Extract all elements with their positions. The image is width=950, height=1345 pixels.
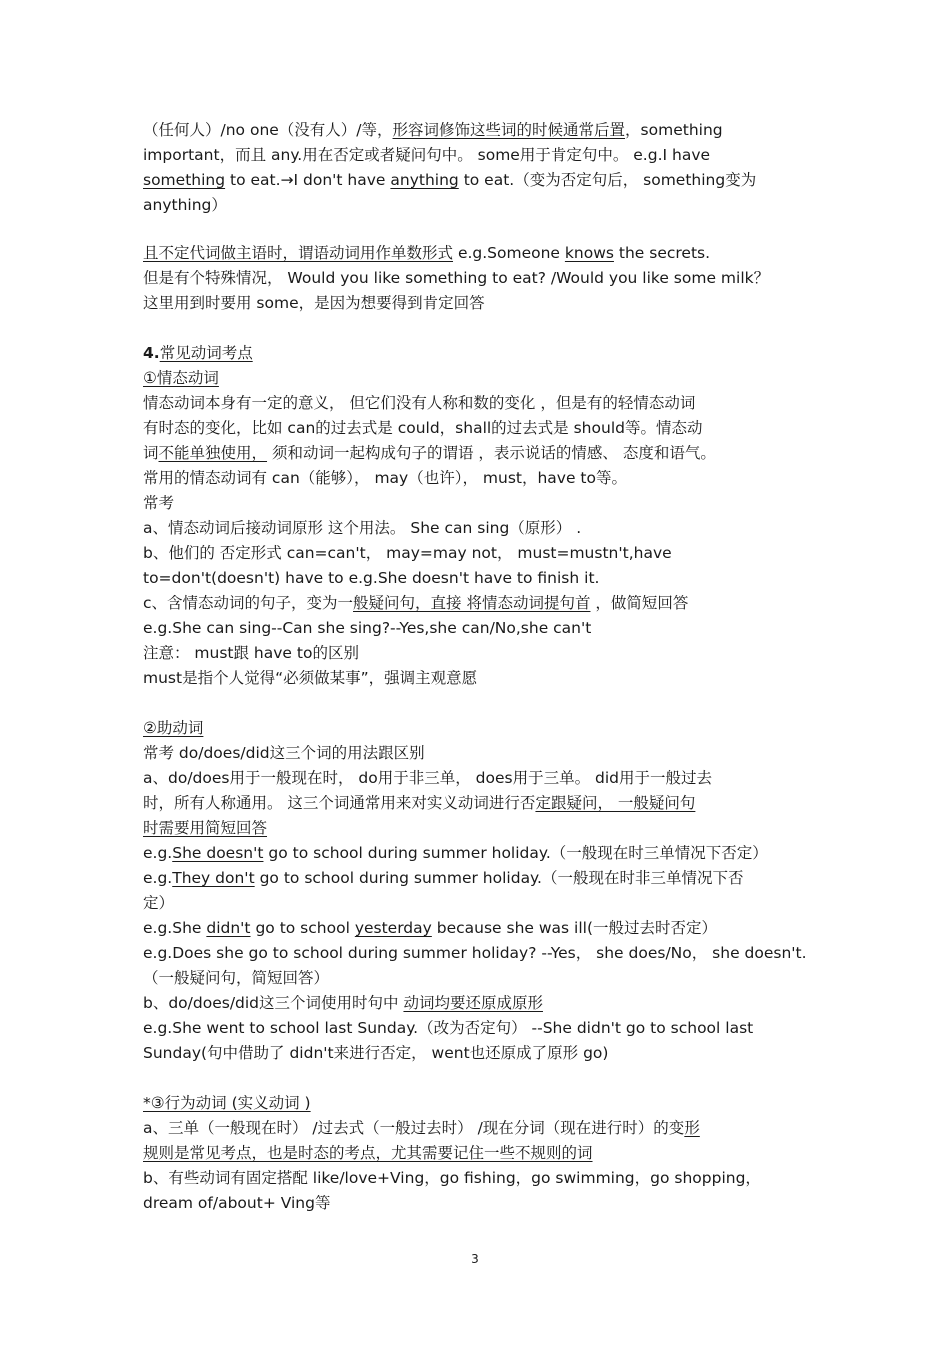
text-segment: c、含情态动词的句子，变为一 — [143, 594, 354, 612]
underlined-text: 动词均要还原成原形 — [403, 994, 543, 1012]
text-segment: 须和动词一起构成句子的谓语 ，表示说话的情感、 态度和语气。 — [267, 444, 716, 462]
text-line — [143, 195, 823, 215]
text-line — [143, 543, 823, 563]
text-line — [143, 145, 823, 165]
text-line — [143, 120, 823, 140]
underlined-text: She doesn't — [172, 844, 264, 862]
underlined-text: 形容词修饰这些词的时候通常后置 — [392, 121, 626, 139]
underlined-text: 形 — [684, 1119, 700, 1137]
text-line — [143, 368, 823, 388]
underlined-text: yesterday — [354, 919, 432, 937]
text-segment: b、他们的 否定形式 can=can't， may=may not， must=mustn't,have — [143, 544, 672, 562]
underlined-text: didn't — [206, 919, 251, 937]
text-segment: e.g.She can sing--Can she sing?--Yes,she can/No,she can't — [143, 619, 592, 637]
text-segment: 词 — [143, 444, 159, 462]
underlined-text: ②助动词 — [143, 719, 204, 737]
underlined-text: 定跟疑问， 一般疑问句 — [535, 794, 696, 812]
underlined-text: something — [143, 171, 226, 189]
text-line — [143, 843, 823, 863]
underlined-text: 常见动词考点 — [159, 344, 253, 362]
text-segment: e.g.Does she go to school during summer holiday? --Yes， she does/No， she doesn't. — [143, 944, 807, 962]
underlined-text: 且不定代词做主语时，谓语动词用作单数形式 — [143, 244, 454, 262]
text-segment: a、do/does用于一般现在时， do用于非三单， does用于三单。 did用于一般过去 — [143, 769, 712, 787]
underlined-text: knows — [564, 244, 614, 262]
text-segment: go to school — [250, 919, 355, 937]
text-line — [143, 768, 823, 788]
text-segment: 但是有个特殊情况， Would you like something to eat? /Would you like some milk？ — [143, 269, 770, 287]
text-line — [143, 793, 823, 813]
text-line — [143, 493, 823, 513]
text-line — [143, 893, 823, 913]
text-segment: 定） — [143, 894, 175, 912]
text-segment: 有时态的变化，比如 can的过去式是 could，shall的过去式是 should等。情态动 — [143, 419, 703, 437]
text-line — [143, 943, 823, 963]
text-segment: e.g.She — [143, 919, 207, 937]
underlined-text: *③行为动词 (实义动词 ) — [143, 1094, 311, 1112]
page-number: 3 — [471, 1252, 479, 1266]
text-line — [143, 268, 823, 288]
text-line — [143, 968, 823, 988]
text-line — [143, 1143, 823, 1163]
text-segment: ，something — [625, 121, 723, 139]
text-line — [143, 170, 823, 190]
text-line — [143, 1118, 823, 1138]
text-line — [143, 668, 823, 688]
text-segment: Sunday(句中借助了 didn't来进行否定， went也还原成了原形 go) — [143, 1044, 609, 1062]
underlined-text: 时需要用简短回答 — [143, 819, 268, 837]
text-line — [143, 1168, 823, 1188]
text-line — [143, 918, 823, 938]
text-segment: to eat.（变为否定句后， something变为 — [458, 171, 757, 189]
text-segment: because she was ill(一般过去时否定） — [431, 919, 718, 937]
text-segment: （任何人）/no one（没有人）/等， — [143, 121, 393, 139]
underlined-text: ①情态动词 — [143, 369, 219, 387]
text-line — [143, 1193, 823, 1213]
text-line — [143, 993, 823, 1013]
text-segment: dream of/about+ Ving等 — [143, 1194, 331, 1212]
text-segment: the secrets. — [613, 244, 711, 262]
text-line — [143, 243, 823, 263]
text-segment: 这里用到时要用 some，是因为想要得到肯定回答 — [143, 294, 485, 312]
text-line — [143, 418, 823, 438]
text-segment: to eat.→I don't have — [225, 171, 391, 189]
underlined-text: 般疑问句，直接 将情态动词提句首 — [353, 594, 591, 612]
text-segment: e.g. — [143, 844, 173, 862]
text-line — [143, 343, 823, 363]
text-segment: b、do/does/did这三个词使用时句中 — [143, 994, 404, 1012]
text-line — [143, 643, 823, 663]
text-segment: go to school during summer holiday.（一般现在时非三单情况下否 — [254, 869, 744, 887]
text-line — [143, 293, 823, 313]
text-segment: ，做简短回答 — [590, 594, 689, 612]
text-line — [143, 818, 823, 838]
text-segment: anything） — [143, 196, 227, 214]
text-segment: e.g. — [143, 869, 173, 887]
text-line — [143, 1043, 823, 1063]
text-segment: 时，所有人称通用。 这三个词通常用来对实义动词进行否 — [143, 794, 536, 812]
text-line — [143, 593, 823, 613]
text-segment: a、情态动词后接动词原形 这个用法。 She can sing（原形） . — [143, 519, 582, 537]
text-segment: 常用的情态动词有 can（能够）， may（也许）， must，have to等。 — [143, 469, 627, 487]
text-line — [143, 1018, 823, 1038]
text-line — [143, 518, 823, 538]
text-line — [143, 443, 823, 463]
underlined-text: anything — [390, 171, 459, 189]
text-segment: （一般疑问句，简短回答） — [143, 969, 330, 987]
underlined-text: 不能单独使用， — [158, 444, 268, 462]
text-line — [143, 718, 823, 738]
text-line — [143, 568, 823, 588]
text-segment: a、三单（一般现在时） /过去式（一般过去时） /现在分词（现在进行时）的变 — [143, 1119, 685, 1137]
text-segment: e.g.Someone — [453, 244, 565, 262]
text-line — [143, 743, 823, 763]
text-segment: b、有些动词有固定搭配 like/love+Ving，go fishing，go swimming，go shopping， — [143, 1169, 761, 1187]
text-segment: important，而且 any.用在否定或者疑问句中。 some用于肯定句中。 e.g.I have — [143, 146, 711, 164]
text-line — [143, 468, 823, 488]
text-line — [143, 618, 823, 638]
text-segment: 4. — [143, 344, 160, 362]
text-line — [143, 1093, 823, 1113]
text-segment: 常考 — [143, 494, 175, 512]
text-segment: 情态动词本身有一定的意义， 但它们没有人称和数的变化 ，但是有的轻情态动词 — [143, 394, 696, 412]
text-segment: to=don't(doesn't) have to e.g.She doesn't have to finish it. — [143, 569, 600, 587]
text-line — [143, 393, 823, 413]
text-segment: 注意： must跟 have to的区别 — [143, 644, 359, 662]
text-segment: e.g.She went to school last Sunday.（改为否定句） --She didn't go to school last — [143, 1019, 754, 1037]
underlined-text: 规则是常见考点，也是时态的考点，尤其需要记住一些不规则的词 — [143, 1144, 593, 1162]
text-segment: must是指个人觉得“必须做某事”，强调主观意愿 — [143, 669, 478, 687]
text-segment: go to school during summer holiday.（一般现在时三单情况下否定） — [263, 844, 768, 862]
text-segment: 常考 do/does/did这三个词的用法跟区别 — [143, 744, 425, 762]
underlined-text: They don't — [172, 869, 255, 887]
text-line — [143, 868, 823, 888]
